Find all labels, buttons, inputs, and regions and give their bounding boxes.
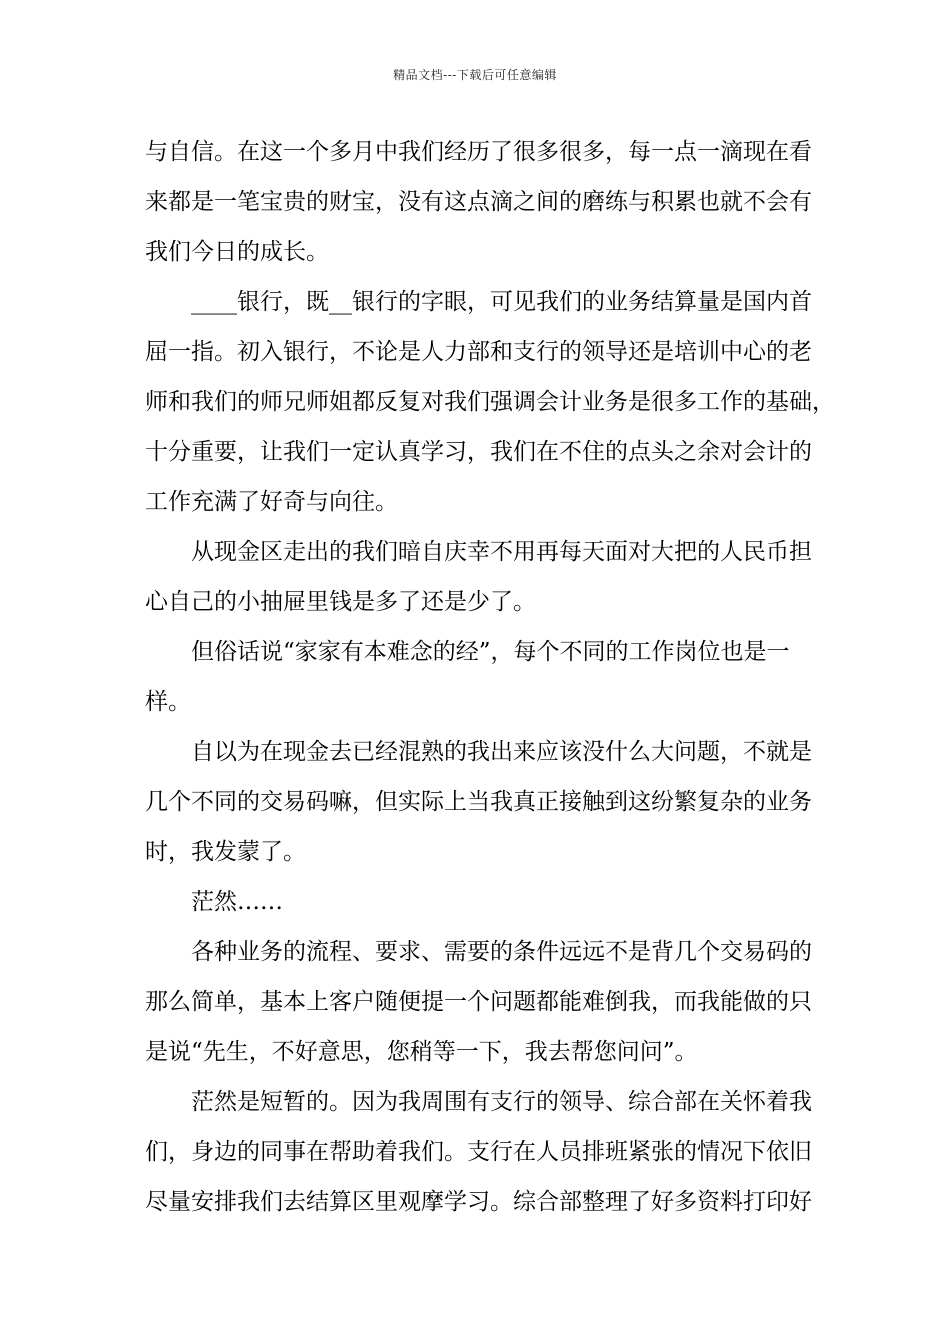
paragraph	[145, 127, 810, 277]
text-line: 工作充满了好奇与向往。	[145, 489, 398, 515]
paragraph	[145, 927, 810, 1077]
text-line: 心自己的小抽屉里钱是多了还是少了。	[145, 589, 536, 615]
paragraph	[145, 627, 810, 727]
text-line: 那么简单，基本上客户随便提一个问题都能难倒我，而我能做的只	[145, 989, 812, 1015]
text-line: 尽量安排我们去结算区里观摩学习。综合部整理了好多资料打印好	[145, 1189, 812, 1215]
text-line: 师和我们的师兄师姐都反复对我们强调会计业务是很多工作的基础，	[145, 389, 835, 415]
text-line: 自以为在现金去已经混熟的我出来应该没什么大问题，不就是	[191, 739, 812, 765]
text-line: 是说“先生，不好意思，您稍等一下，我去帮您问问”。	[145, 1039, 698, 1065]
text-line: 茫然……	[191, 889, 283, 915]
paragraph	[145, 277, 835, 527]
paragraph	[145, 727, 810, 877]
paragraph	[145, 877, 810, 927]
text-line: ____银行，既__银行的字眼，可见我们的业务结算量是国内首	[191, 289, 812, 315]
text-line: 样。	[145, 689, 191, 715]
text-line: 茫然是短暂的。因为我周围有支行的领导、综合部在关怀着我	[191, 1089, 812, 1115]
text-line: 屈一指。初入银行，不论是人力部和支行的领导还是培训中心的老	[145, 339, 812, 365]
text-line: 们，身边的同事在帮助着我们。支行在人员排班紧张的情况下依旧	[145, 1139, 812, 1165]
text-line: 与自信。在这一个多月中我们经历了很多很多，每一点一滴现在看	[145, 139, 812, 165]
text-line: 十分重要，让我们一定认真学习，我们在不住的点头之余对会计的	[145, 439, 812, 465]
text-line: 几个不同的交易码嘛，但实际上当我真正接触到这纷繁复杂的业务	[145, 789, 812, 815]
page-header: 精品文档---下载后可任意编辑	[393, 68, 557, 82]
text-line: 来都是一笔宝贵的财宝，没有这点滴之间的磨练与积累也就不会有	[145, 189, 812, 215]
document-body	[145, 127, 835, 1227]
text-line: 但俗话说“家家有本难念的经”，每个不同的工作岗位也是一	[191, 639, 790, 665]
text-line: 我们今日的成长。	[145, 239, 329, 265]
text-line: 时，我发蒙了。	[145, 839, 306, 865]
text-line: 从现金区走出的我们暗自庆幸不用再每天面对大把的人民币担	[191, 539, 812, 565]
paragraph	[145, 527, 810, 627]
text-line: 各种业务的流程、要求、需要的条件远远不是背几个交易码的	[191, 939, 812, 965]
paragraph	[145, 1077, 810, 1227]
